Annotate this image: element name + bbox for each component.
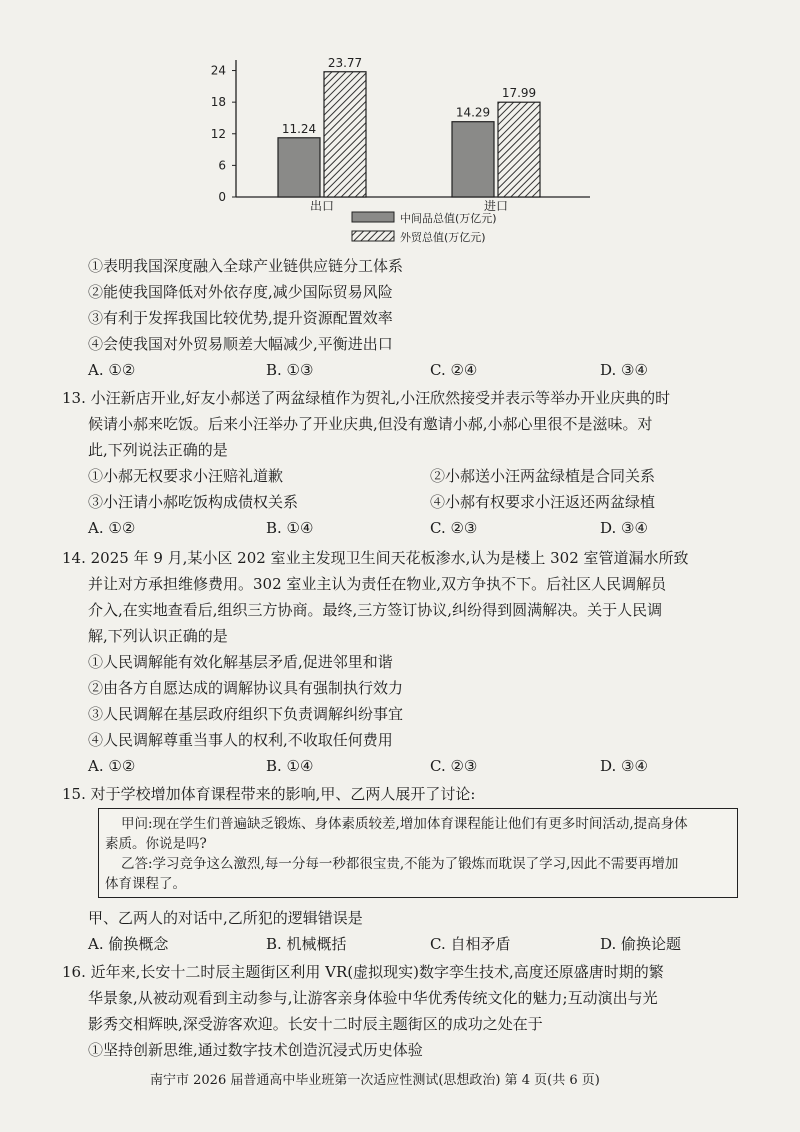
q15-stem: 15. 对于学校增加体育课程带来的影响,甲、乙两人展开了讨论: (62, 785, 476, 803)
q14-option-3: ③人民调解在基层政府组织下负责调解纠纷事宜 (88, 705, 404, 723)
q15-dialog-line3: 乙答:学习竞争这么激烈,每一分每一秒都很宝贵,不能为了锻炼而耽误了学习,因此不需要再增加 (121, 856, 679, 872)
q14-option-4: ④人民调解尊重当事人的权利,不收取任何费用 (88, 731, 393, 749)
q12-choice-d: D. ③④ (600, 361, 648, 379)
q16-option-1: ①坚持创新思维,通过数字技术创造沉浸式历史体验 (88, 1041, 423, 1059)
q13-option-2: ②小郝送小汪两盆绿植是合同关系 (430, 467, 656, 485)
q13-option-4: ④小郝有权要求小汪返还两盆绿植 (430, 493, 656, 511)
bar-value-label: 14.29 (455, 105, 491, 120)
q13-stem-line2: 候请小郝来吃饭。后来小汪举办了开业庆典,但没有邀请小郝,小郝心里很不是滋味。对 (88, 415, 653, 433)
q12-choice-c: C. ②④ (430, 361, 478, 379)
q15-dialog-line1: 甲问:现在学生们普遍缺乏锻炼、身体素质较差,增加体育课程能让他们有更多时间活动,提高身体 (121, 816, 688, 832)
q14-choice-d: D. ③④ (600, 757, 648, 775)
q14-stem-line2: 并让对方承担维修费用。302 室业主认为责任在物业,双方争执不下。后社区人民调解员 (88, 575, 667, 593)
q12-option-4: ④会使我国对外贸易顺差大幅减少,平衡进出口 (88, 335, 393, 353)
bar-chart (0, 0, 800, 250)
q16-stem-line3: 影秀交相辉映,深受游客欢迎。长安十二时辰主题街区的成功之处在于 (88, 1015, 543, 1033)
q13-stem-line3: 此,下列说法正确的是 (88, 441, 228, 459)
q12-option-2: ②能使我国降低对外依存度,减少国际贸易风险 (88, 283, 393, 301)
bar-value-label: 11.24 (281, 121, 317, 136)
q14-choice-a: A. ①② (88, 757, 136, 775)
bar-intermediate-1 (452, 122, 494, 197)
q15-question: 甲、乙两人的对话中,乙所犯的逻辑错误是 (88, 909, 363, 927)
q14-stem-line3: 介入,在实地查看后,组织三方协商。最终,三方签订协议,纠纷得到圆满解决。关于人民调 (88, 601, 663, 619)
q12-choice-b: B. ①③ (266, 361, 314, 379)
q15-choice-d: D. 偷换论题 (600, 935, 682, 953)
y-tick-label: 18 (210, 95, 226, 110)
bar-value-label: 23.77 (327, 55, 363, 70)
q15-dialog-line4: 体育课程了。 (105, 876, 186, 892)
y-tick-label: 6 (218, 158, 226, 173)
x-category-label: 出口 (309, 199, 335, 213)
q13-stem-line1: 13. 小汪新店开业,好友小郝送了两盆绿植作为贺礼,小汪欣然接受并表示等举办开业庆典的时 (62, 389, 671, 407)
q13-choice-a: A. ①② (88, 519, 136, 537)
q14-option-2: ②由各方自愿达成的调解协议具有强制执行效力 (88, 679, 404, 697)
q14-choice-c: C. ②③ (430, 757, 478, 775)
q12-option-1: ①表明我国深度融入全球产业链供应链分工体系 (88, 257, 404, 275)
q15-choice-c: C. 自相矛盾 (430, 935, 511, 953)
q13-option-1: ①小郝无权要求小汪赔礼道歉 (88, 467, 284, 485)
q14-option-1: ①人民调解能有效化解基层矛盾,促进邻里和谐 (88, 653, 393, 671)
q15-choice-a: A. 偷换概念 (88, 935, 169, 953)
q16-stem-line1: 16. 近年来,长安十二时辰主题街区利用 VR(虚拟现实)数字孪生技术,高度还原盛唐时期的繁 (62, 963, 664, 981)
q14-choice-b: B. ①④ (266, 757, 314, 775)
q13-choice-d: D. ③④ (600, 519, 648, 537)
y-tick-label: 24 (210, 63, 226, 78)
q15-dialog-line2: 素质。你说是吗? (105, 836, 207, 852)
bar-trade-0 (324, 72, 366, 197)
legend-label: 中间品总值(万亿元) (400, 212, 497, 225)
q14-stem-line1: 14. 2025 年 9 月,某小区 202 室业主发现卫生间天花板渗水,认为是楼上 302 室管道漏水所致 (62, 549, 689, 567)
x-category-label: 进口 (483, 199, 509, 213)
bar-trade-1 (498, 102, 540, 197)
legend-label: 外贸总值(万亿元) (400, 231, 486, 244)
y-tick-label: 12 (210, 126, 226, 141)
q16-stem-line2: 华景象,从被动观看到主动参与,让游客亲身体验中华优秀传统文化的魅力;互动演出与光 (88, 989, 658, 1007)
q13-option-3: ③小汪请小郝吃饭构成债权关系 (88, 493, 299, 511)
bar-value-label: 17.99 (501, 86, 537, 101)
q13-choice-b: B. ①④ (266, 519, 314, 537)
q14-stem-line4: 解,下列认识正确的是 (88, 627, 228, 645)
q13-choice-c: C. ②③ (430, 519, 478, 537)
page-footer: 南宁市 2026 届普通高中毕业班第一次适应性测试(思想政治) 第 4 页(共 6 页) (150, 1073, 600, 1088)
legend-swatch (352, 231, 394, 241)
bar-intermediate-0 (278, 138, 320, 197)
y-tick-label: 0 (218, 190, 226, 204)
q12-option-3: ③有利于发挥我国比较优势,提升资源配置效率 (88, 309, 393, 327)
q12-choice-a: A. ①② (88, 361, 136, 379)
q15-dialog-box (98, 808, 738, 898)
q15-choice-b: B. 机械概括 (266, 935, 347, 953)
legend-swatch (352, 212, 394, 222)
